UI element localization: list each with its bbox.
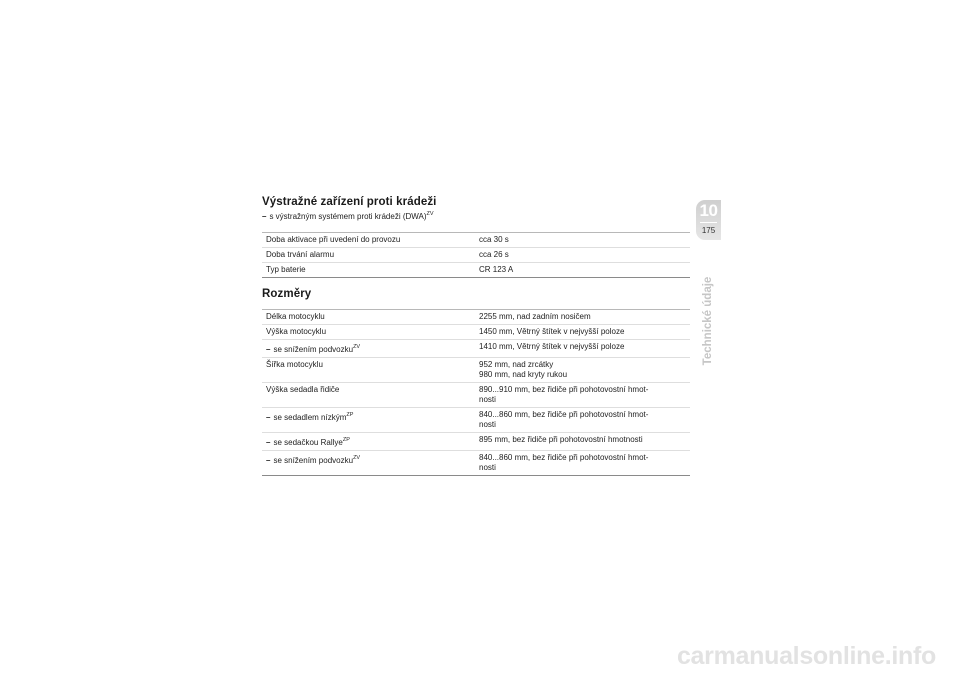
row-label: Délka motocyklu [262,310,475,325]
row-value: 895 mm, bez řidiče při pohotovostní hmotnosti [475,433,690,451]
row-label: Výška motocyklu [262,325,475,340]
row-value-line: 890...910 mm, bez řidiče při pohotovostní hmot- [479,385,649,394]
row-value: 1410 mm, Větrný štítek v nejvyšší poloze [475,340,690,358]
table-row [262,310,690,325]
dash-bullet-icon: – [262,212,267,221]
section-title-dimensions: Rozměry [262,288,312,300]
chapter-side-label: Technické údaje [702,276,714,366]
row-superscript: ZP [342,437,350,443]
row-label-sub [262,340,475,358]
manual-page-content [262,196,690,476]
row-label-sub [262,433,475,451]
dash-bullet-icon: – [266,456,271,465]
anti-theft-table [262,232,690,278]
row-value: CR 123 A [475,263,690,278]
dash-bullet-icon: – [266,345,271,354]
table-row [262,325,690,340]
row-label-sub [262,408,475,433]
row-value: cca 26 s [475,248,690,263]
chapter-number: 10 [699,201,718,220]
dash-bullet-icon: – [266,413,271,422]
section-subtitle-anti-theft [262,211,690,221]
section-title-anti-theft: Výstražné zařízení proti krádeži [262,196,437,208]
row-superscript: ZV [353,344,361,350]
watermark: carmanualsonline.info [676,642,936,670]
table-row [262,248,690,263]
row-label-sub [262,451,475,476]
dimensions-table [262,309,690,476]
dash-bullet-icon: – [266,438,271,447]
row-label: Šířka motocyklu [262,358,475,383]
row-value-line: nosti [479,463,496,472]
row-value: cca 30 s [475,233,690,248]
row-value-line: 980 mm, nad kryty rukou [479,370,568,379]
table-row [262,263,690,278]
row-label-text: se snížením podvozku [273,456,354,465]
row-label: Doba trvání alarmu [262,248,475,263]
table-row [262,383,690,408]
row-label-text: se sedadlem nízkým [273,413,347,422]
row-value [475,451,690,476]
row-label-text: se snížením podvozku [273,345,354,354]
row-superscript: ZP [346,412,354,418]
row-label-text: se sedačkou Rallye [273,438,343,447]
table-row [262,340,690,358]
row-label: Typ baterie [262,263,475,278]
row-label: Doba aktivace při uvedení do provozu [262,233,475,248]
row-value: 1450 mm, Větrný štítek v nejvyšší poloze [475,325,690,340]
row-value: 2255 mm, nad zadním nosičem [475,310,690,325]
row-value-line: nosti [479,420,496,429]
row-value [475,383,690,408]
row-value-line: nosti [479,395,496,404]
row-value-line: 840...860 mm, bez řidiče při pohotovostní hmot- [479,453,649,462]
table-row [262,408,690,433]
table-row [262,358,690,383]
row-value-line: 952 mm, nad zrcátky [479,360,554,369]
chapter-tab-divider [700,222,717,223]
row-value [475,408,690,433]
row-superscript: ZV [353,455,361,461]
chapter-tab [696,200,721,240]
subtitle-text: s výstražným systémem proti krádeži (DWA) [269,212,427,221]
table-row [262,433,690,451]
subtitle-superscript: ZV [426,211,434,217]
row-value [475,358,690,383]
table-row [262,451,690,476]
row-value-line: 840...860 mm, bez řidiče při pohotovostní hmot- [479,410,649,419]
page-number: 175 [701,226,716,235]
row-label: Výška sedadla řidiče [262,383,475,408]
table-row [262,233,690,248]
